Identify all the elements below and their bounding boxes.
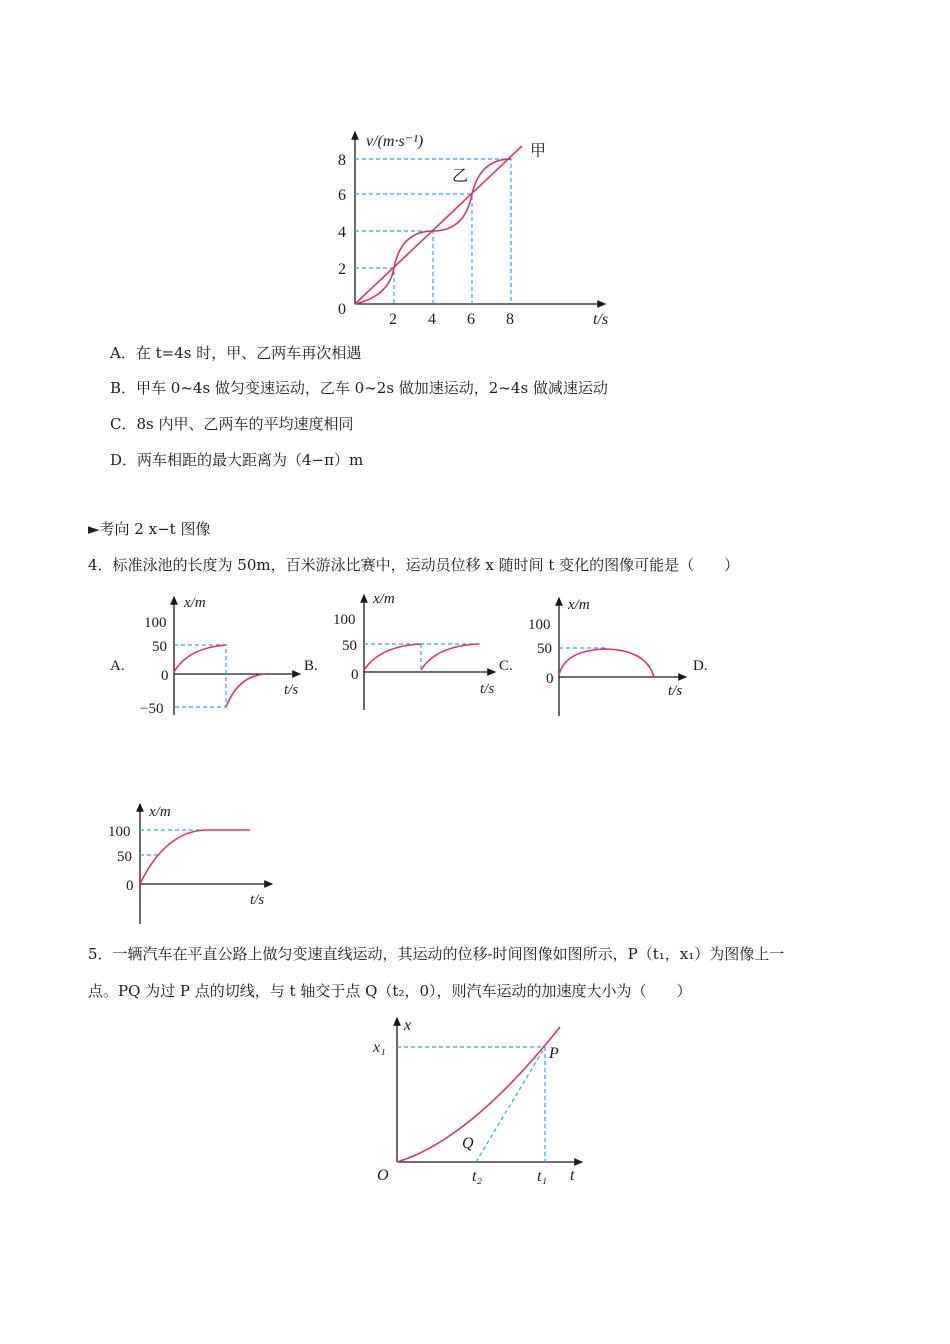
q3-option-d: D．两车相距的最大距离为（4−π）m [110,451,364,469]
svg-text:0: 0 [546,671,554,687]
svg-text:x/m: x/m [373,591,395,607]
q4-stem: 4．标准泳池的长度为 50m，百米游泳比赛中，运动员位移 x 随时间 t 变化的图像可能是（ ） [88,556,740,574]
vt-ytick-2: 2 [338,261,346,278]
q4-label-b: B. [304,658,318,674]
svg-text:x/m: x/m [568,597,590,613]
vt-series-jia: 甲 [530,143,547,160]
vt-xtick-2: 2 [389,311,397,328]
svg-text:−50: −50 [140,701,164,717]
svg-text:100: 100 [333,612,356,628]
vt-xtick-4: 4 [428,311,436,328]
q5-tangent-pq [476,1047,545,1162]
vt-series-yi: 乙 [452,168,469,185]
svg-text:100: 100 [144,615,167,631]
q4-graphs [100,585,730,930]
svg-text:0: 0 [126,878,134,894]
svg-text:x₁: x₁ [373,1039,386,1056]
vt-ytick-6: 6 [338,187,346,204]
svg-text:t₁: t₁ [537,1168,548,1185]
svg-text:50: 50 [117,849,132,865]
q5-stem-line2: 点。PQ 为过 P 点的切线，与 t 轴交于点 Q（t₂，0），则汽车运动的加速度大小为（ ） [88,982,692,1000]
svg-text:100: 100 [108,824,131,840]
vt-xtick-6: 6 [467,311,475,328]
vt-ytick-8: 8 [338,152,346,169]
q4-label-a: A. [110,658,125,674]
svg-text:100: 100 [528,617,551,633]
svg-text:0: 0 [351,667,359,683]
vt-origin: 0 [338,301,346,318]
svg-text:50: 50 [152,639,167,655]
svg-text:Q: Q [462,1135,474,1152]
svg-text:x/m: x/m [149,804,171,820]
svg-text:50: 50 [342,638,357,654]
svg-text:t/s: t/s [480,681,495,697]
q4-label-c: C. [499,658,513,674]
q5-xt-graph [360,1010,600,1200]
vt-xtick-8: 8 [506,311,514,328]
q3-option-c: C．8s 内甲、乙两车的平均速度相同 [110,415,354,433]
svg-text:50: 50 [537,641,552,657]
section-heading: ►考向 2 x−t 图像 [88,520,211,538]
svg-text:t/s: t/s [668,683,683,699]
svg-text:t₂: t₂ [472,1168,483,1185]
q4-label-d: D. [693,658,708,674]
svg-text:O: O [377,1167,389,1184]
q4-graph-b [333,591,495,710]
q3-option-b: B．甲车 0~4s 做匀变速运动，乙车 0~2s 做加速运动，2~4s 做减速运动 [110,379,608,397]
vt-line-jia [355,146,522,304]
q3-option-a: A．在 t=4s 时，甲、乙两车再次相遇 [110,344,362,362]
vt-ytick-4: 4 [338,224,346,241]
q4-graph-d [108,804,272,924]
svg-text:P: P [549,1045,559,1062]
q4-graph-c [528,597,686,716]
svg-text:0: 0 [161,668,169,684]
vt-x-label: t/s [593,311,609,328]
vt-y-label: v/(m·s⁻¹) [366,133,424,150]
svg-text:x/m: x/m [184,595,206,611]
svg-text:t/s: t/s [284,682,299,698]
svg-text:t/s: t/s [250,892,265,908]
q5-stem-line1: 5．一辆汽车在平直公路上做匀变速直线运动，其运动的位移-时间图像如图所示，P（t₁，x₁）为图像上一 [88,945,785,963]
svg-text:x: x [404,1017,412,1034]
vt-graph [320,120,640,335]
q4-graph-a [140,595,300,717]
svg-text:t: t [570,1167,575,1184]
